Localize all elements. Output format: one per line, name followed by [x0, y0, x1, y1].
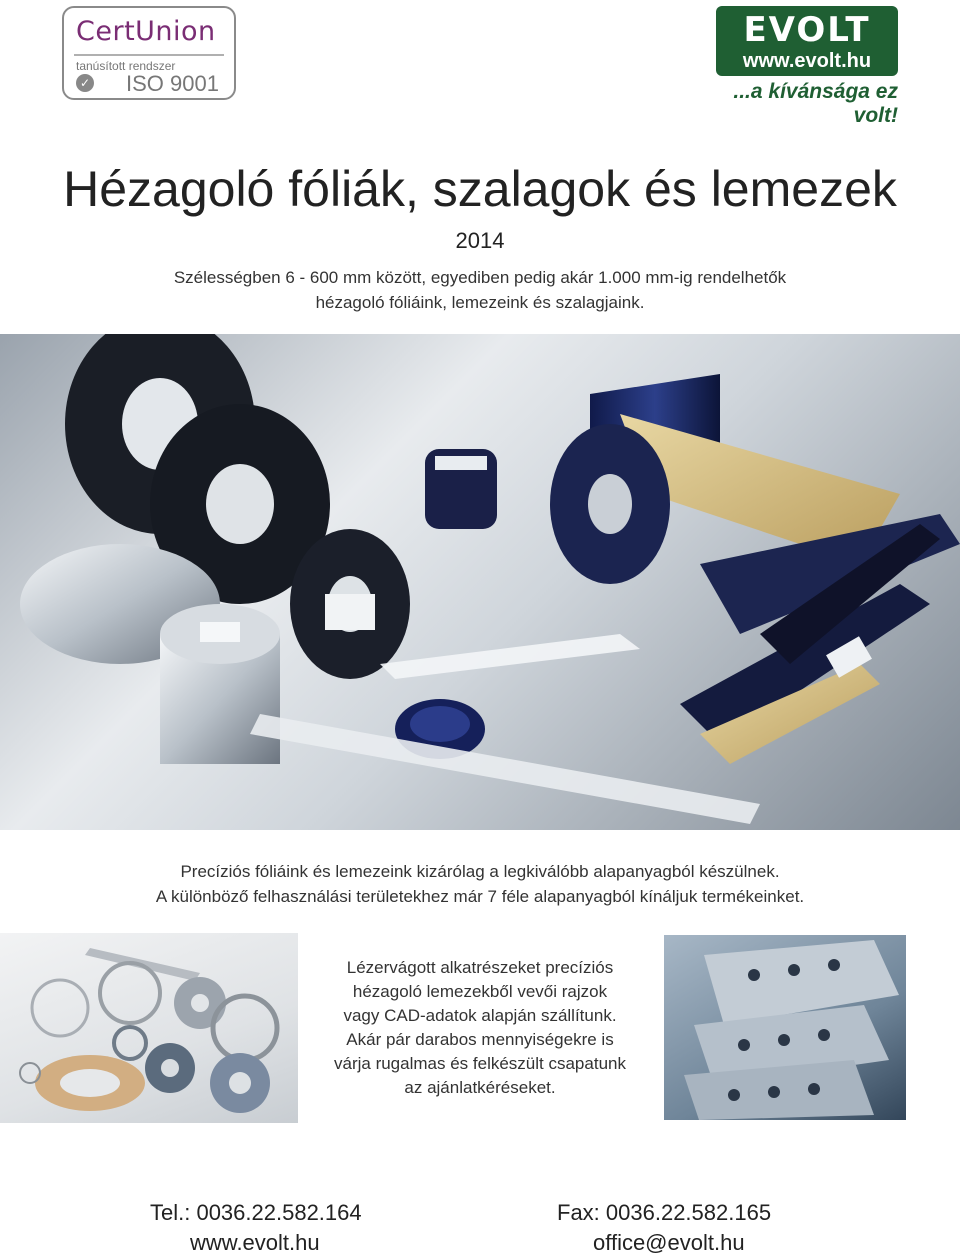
evolt-logo [716, 6, 898, 76]
evolt-url: www.evolt.hu [742, 50, 872, 72]
page-title: Hézagoló fóliák, szalagok és lemezek [63, 161, 897, 217]
laser-parts-illustration [0, 933, 298, 1123]
laser-text-line: az ajánlatkéréseket. [404, 1078, 556, 1097]
hero-product-image [0, 334, 960, 830]
certunion-brand: CertUnion [76, 16, 216, 47]
iso-label: ISO 9001 [126, 71, 219, 96]
certunion-logo [62, 6, 236, 100]
shim-products-illustration [0, 334, 960, 830]
fax-number: Fax: 0036.22.582.165 [557, 1200, 772, 1225]
intro-line: Szélességben 6 - 600 mm között, egyediben pedig akár 1.000 mm-ig rendelhetők [173, 268, 787, 287]
laser-text-line: vagy CAD-adatok alapján szállítunk. [343, 1006, 617, 1025]
laser-text-line: hézagoló lemezekből vevői rajzok [352, 982, 608, 1001]
perforated-shims-image [664, 935, 906, 1120]
laser-text-line: Akár pár darabos mennyiségekre is [346, 1030, 614, 1049]
evolt-tagline: ...a kívánsága ez volt! [733, 80, 898, 127]
description-line: A különböző felhasználási területekhez már 7 féle alapanyagból kínáljuk termékeinket. [155, 887, 805, 906]
laser-text-line: Lézervágott alkatrészeket precíziós [346, 958, 614, 977]
certunion-subtitle: tanúsított rendszer [76, 59, 176, 73]
description-line: Precíziós fóliáink és lemezeink kizárólag a legkiválóbb alapanyagból készülnek. [180, 862, 780, 881]
perforated-shims-illustration [664, 935, 906, 1120]
certunion-divider [74, 54, 224, 56]
email-link[interactable]: office@evolt.hu [593, 1230, 745, 1255]
checkmark-icon: ✓ [76, 74, 94, 92]
laser-text-line: várja rugalmas és felkészült csapatunk [334, 1054, 626, 1073]
evolt-brand: EVOLT [743, 10, 871, 50]
phone-number: Tel.: 0036.22.582.164 [150, 1200, 362, 1225]
laser-cut-parts-image [0, 933, 298, 1123]
page-year: 2014 [455, 228, 505, 253]
intro-line: hézagoló fóliáink, lemezeink és szalagjaink. [315, 293, 645, 312]
website-link[interactable]: www.evolt.hu [190, 1230, 320, 1255]
